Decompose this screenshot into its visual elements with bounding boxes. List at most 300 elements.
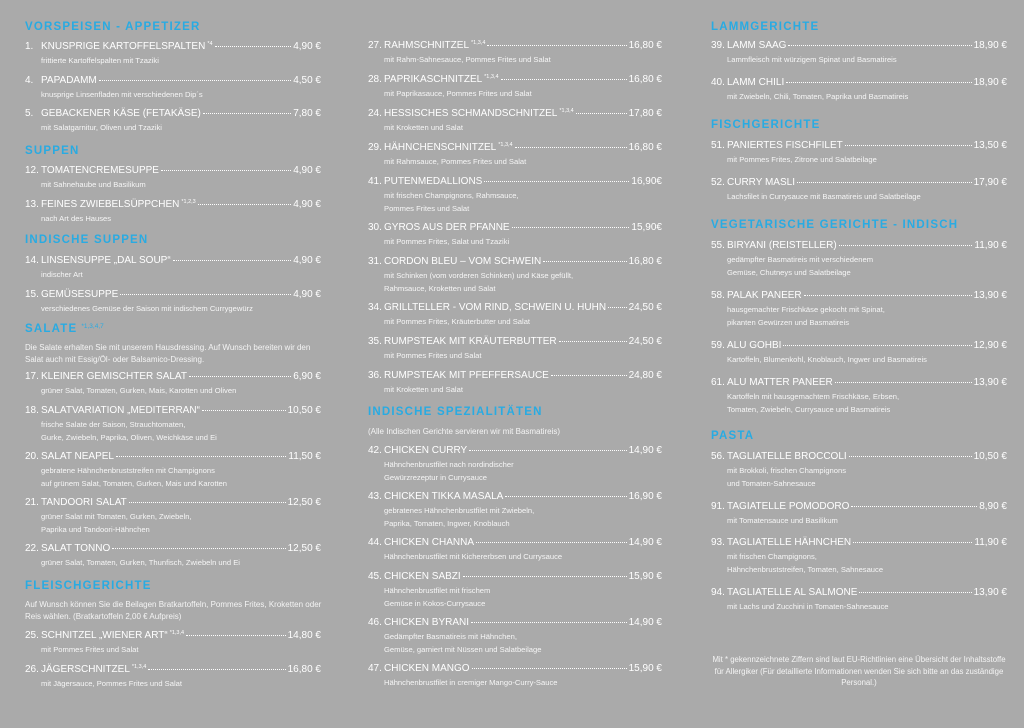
item-price: 14,80 € (287, 630, 321, 641)
dotted-leader (116, 456, 286, 457)
section-note-fleisch: Auf Wunsch können Sie die Beilagen Bratkartoffeln, Pommes Frites, Kroketten oder Reis wählen. (Bratkartoffeln 2,00 € Aufpreis) (25, 600, 322, 621)
item-price: 14,90 € (628, 617, 662, 628)
item-price: 12,50 € (287, 497, 321, 508)
dotted-leader (608, 307, 627, 308)
item-price: 10,50 € (287, 405, 321, 416)
item-price: 4,90 € (293, 289, 321, 300)
section-title-vegetarisch (711, 219, 958, 231)
menu-item (368, 617, 662, 655)
section-title-pasta (711, 430, 754, 442)
item-number: 94. (711, 587, 725, 598)
item-name (384, 142, 513, 153)
menu-item-line (711, 377, 1007, 390)
menu-item (368, 256, 662, 294)
item-name-text: CHICKEN BYRANI (384, 617, 470, 628)
menu-item-line (25, 255, 321, 268)
menu-item-line (368, 491, 662, 504)
dotted-leader (173, 260, 292, 261)
item-name (41, 199, 196, 210)
item-name-text: LAMM CHILI (727, 77, 785, 88)
item-number: 12. (25, 165, 39, 176)
item-name (384, 491, 503, 502)
item-number: 13. (25, 199, 39, 210)
item-price: 13,50 € (973, 140, 1007, 151)
item-description: gebratenes Hähnchenbrustfilet mit Zwiebeln, (384, 506, 535, 515)
item-name-text: ALU MATTER PANEER (727, 377, 833, 388)
dotted-leader (476, 542, 627, 543)
item-description: mit Paprikasauce, Pommes Frites und Salat (384, 89, 532, 98)
item-number: 28. (368, 74, 382, 85)
section-title-indische_spezialitaeten (368, 406, 543, 418)
menu-item-line (368, 617, 662, 630)
menu-item-line (711, 340, 1007, 353)
dotted-leader (472, 668, 627, 669)
dotted-leader (202, 410, 286, 411)
item-name (727, 587, 857, 598)
item-number: 36. (368, 370, 382, 381)
item-price: 13,90 € (973, 377, 1007, 388)
item-name (384, 302, 606, 313)
dotted-leader (835, 382, 972, 383)
menu-item-line (368, 256, 662, 269)
item-name-text: SCHNITZEL „WIENER ART“ (41, 630, 168, 641)
item-name-text: PUTENMEDALLIONS (384, 176, 483, 187)
item-number: 91. (711, 501, 725, 512)
menu-item (711, 587, 1007, 613)
item-number: 55. (711, 240, 725, 251)
item-number: 21. (25, 497, 39, 508)
item-description: frittierte Kartoffelspalten mit Tzaziki (41, 56, 159, 65)
item-name-text: HESSISCHES SCHMANDSCHNITZEL (384, 108, 558, 119)
dotted-leader (463, 576, 627, 577)
item-description: mit Zwiebeln, Chili, Tomaten, Paprika und Basmatireis (727, 92, 909, 101)
item-description: mit Kroketten und Salat (384, 123, 463, 132)
item-description: Hähnchenbrustfilet nach nordindischer (384, 460, 514, 469)
menu-item-line (25, 165, 321, 178)
menu-item (368, 222, 662, 248)
item-name (727, 240, 837, 251)
item-name (727, 501, 849, 512)
item-price: 18,90 € (973, 77, 1007, 88)
item-allergen-codes: *1,3,4 (559, 108, 574, 114)
item-description: mit frischen Champignons, (727, 552, 817, 561)
dotted-leader (487, 45, 626, 46)
item-description: indischer Art (41, 270, 83, 279)
item-description: Gewürzrezeptur in Currysauce (384, 472, 487, 482)
item-number: 41. (368, 176, 382, 187)
menu-item (368, 663, 662, 689)
item-name (384, 663, 470, 674)
item-name-text: FEINES ZWIEBELSÜPPCHEN (41, 199, 180, 210)
item-number: 46. (368, 617, 382, 628)
dotted-leader (551, 375, 627, 376)
menu-item-line (25, 371, 321, 384)
dotted-leader (189, 376, 291, 377)
item-name-text: PAPADAMM (41, 75, 97, 86)
item-price: 4,50 € (293, 75, 321, 86)
menu-item (25, 405, 321, 443)
item-name-text: TAGLIATELLE AL SALMONE (727, 587, 858, 598)
item-number: 26. (25, 664, 39, 675)
item-description: Hähnchenbrustfilet mit Kichererbsen und Currysauce (384, 552, 563, 561)
dotted-leader (853, 542, 972, 543)
item-name-text: GYROS AUS DER PFANNE (384, 222, 510, 233)
item-name-text: PANIERTES FISCHFILET (727, 140, 843, 151)
item-number: 39. (711, 40, 725, 51)
menu-item (368, 176, 662, 214)
item-allergen-codes: *4 (207, 41, 213, 47)
item-description: mit Rahmsauce, Pommes Frites und Salat (384, 157, 527, 166)
item-description: nach Art des Hauses (41, 214, 112, 223)
item-price: 17,90 € (973, 177, 1007, 188)
item-name-text: CURRY MASLI (727, 177, 795, 188)
item-price: 24,50 € (628, 302, 662, 313)
item-name-text: CHICKEN CURRY (384, 445, 468, 456)
item-price: 16,80 € (628, 74, 662, 85)
item-description: mit Salatgarnitur, Oliven und Tzaziki (41, 123, 162, 132)
menu-item (368, 537, 662, 563)
section-note-indische_spezialitaeten: (Alle Indischen Gerichte servieren wir mit Basmatireis) (368, 427, 561, 436)
item-number: 45. (368, 571, 382, 582)
item-name (41, 630, 184, 641)
item-description: Kartoffeln, Blumenkohl, Knoblauch, Ingwer und Basmatireis (727, 355, 927, 364)
item-number: 31. (368, 256, 382, 267)
menu-item (25, 630, 321, 656)
menu-item-line (368, 302, 662, 315)
menu-item-line (711, 587, 1007, 600)
item-name-text: LAMM SAAG (727, 40, 787, 51)
dotted-leader (471, 622, 627, 623)
item-name (727, 77, 784, 88)
item-price: 18,90 € (973, 40, 1007, 51)
item-number: 43. (368, 491, 382, 502)
item-name-text: GEBACKENER KÄSE (FETAKÄSE) (41, 108, 201, 119)
item-description: mit Kroketten und Salat (384, 385, 463, 394)
item-name (384, 40, 485, 51)
menu-item (711, 537, 1007, 575)
item-description: Hähnchenbrustfilet mit frischem (384, 586, 491, 595)
menu-item (25, 543, 321, 569)
section-note-salate: Die Salate erhalten Sie mit unserem Hausdressing. Auf Wunsch bereiten wir den Salat auch mit Essig/Öl- oder Balsamico-Dressing. (25, 343, 311, 364)
dotted-leader (484, 181, 629, 182)
menu-item-line (368, 222, 662, 235)
item-allergen-codes: *1,3,4 (484, 74, 499, 80)
item-price: 16,80 € (628, 142, 662, 153)
item-description: mit frischen Champignons, Rahmsauce, (384, 191, 519, 200)
menu-item-line (368, 370, 662, 383)
item-description: mit Tomatensauce und Basilikum (727, 516, 838, 525)
item-number: 40. (711, 77, 725, 88)
menu-item-line (25, 108, 321, 121)
item-price: 11,90 € (974, 240, 1007, 251)
menu-item-line (25, 497, 321, 510)
menu-item-line (25, 405, 321, 418)
item-name (727, 451, 847, 462)
menu-item (368, 370, 662, 396)
section-title-vorspeisen (25, 21, 201, 33)
dotted-leader (851, 506, 977, 507)
dotted-leader (543, 261, 626, 262)
menu-item-line (25, 451, 321, 464)
item-description: Pommes Frites und Salat (384, 203, 470, 213)
item-description: Gemüse in Kokos-Currysauce (384, 598, 486, 608)
item-name-text: SALAT NEAPEL (41, 451, 114, 462)
item-number: 93. (711, 537, 725, 548)
item-name (727, 177, 795, 188)
item-description: Lammfleisch mit würzigem Spinat und Basmatireis (727, 55, 897, 64)
item-name-text: TAGLIATELLE HÄHNCHEN (727, 537, 852, 548)
menu-item-line (711, 501, 1007, 514)
menu-item-line (368, 176, 662, 189)
section-title-text: PASTA (711, 430, 755, 442)
item-allergen-codes: *1,3,4 (471, 40, 486, 46)
section-title-suppen (25, 145, 80, 157)
dotted-leader (501, 79, 627, 80)
item-price: 12,50 € (287, 543, 321, 554)
item-price: 12,90 € (973, 340, 1007, 351)
menu-item (368, 445, 662, 483)
section-title-text: SALATE (25, 323, 78, 335)
item-number: 58. (711, 290, 725, 301)
item-name-text: CHICKEN SABZI (384, 571, 461, 582)
menu-item-line (711, 40, 1007, 53)
section-title-text: VEGETARISCHE GERICHTE - INDISCH (711, 219, 959, 231)
item-description: gedämpfter Basmatireis mit verschiedenem (727, 255, 874, 264)
menu-item (368, 40, 662, 66)
item-price: 4,90 € (293, 255, 321, 266)
item-name-text: PAPRIKASCHNITZEL (384, 74, 483, 85)
item-name-text: TAGLIATELLE BROCCOLI (727, 451, 847, 462)
menu-item (711, 140, 1007, 166)
item-name-text: RUMPSTEAK MIT KRÄUTERBUTTER (384, 336, 557, 347)
item-number: 22. (25, 543, 39, 554)
menu-item-line (711, 140, 1007, 153)
dotted-leader (788, 45, 971, 46)
menu-item-line (25, 41, 321, 54)
dotted-leader (112, 548, 285, 549)
item-price: 4,90 € (293, 41, 321, 52)
item-number: 15. (25, 289, 39, 300)
item-name-text: JÄGERSCHNITZEL (41, 664, 130, 675)
menu-item (368, 571, 662, 609)
menu-item (711, 40, 1007, 66)
item-number: 18. (25, 405, 39, 416)
item-name (384, 370, 549, 381)
menu-item-line (368, 40, 662, 53)
menu-item (25, 371, 321, 397)
item-name-text: GRILLTELLER - VOM RIND, SCHWEIN U. HUHN (384, 302, 607, 313)
item-price: 13,90 € (973, 587, 1007, 598)
item-price: 4,90 € (293, 165, 321, 176)
item-number: 34. (368, 302, 382, 313)
item-name (727, 377, 833, 388)
item-price: 15,90 € (628, 571, 662, 582)
section-title-lamm (711, 21, 819, 33)
item-description: pikanten Gewürzen und Basmatireis (727, 317, 849, 327)
item-name (41, 165, 159, 176)
item-description: mit Pommes Frites, Zitrone und Salatbeilage (727, 155, 877, 164)
dotted-leader (203, 113, 291, 114)
item-description: knusprige Linsenfladen mit verschiedenen Dip´s (41, 90, 203, 99)
item-number: 24. (368, 108, 382, 119)
item-number: 20. (25, 451, 39, 462)
item-description: frische Salate der Saison, Strauchtomaten, (41, 420, 186, 429)
item-number: 42. (368, 445, 382, 456)
item-name (41, 405, 200, 416)
item-name-text: KNUSPRIGE KARTOFFELSPALTEN (41, 41, 206, 52)
dotted-leader (804, 295, 972, 296)
menu-item (711, 290, 1007, 328)
item-description: Tomaten, Zwiebeln, Currysauce und Basmatireis (727, 404, 891, 414)
menu-item (25, 289, 321, 315)
item-allergen-codes: *1,3,4 (498, 142, 513, 148)
item-price: 11,50 € (288, 451, 321, 462)
item-name (41, 543, 110, 554)
menu-item (25, 108, 321, 134)
item-name (384, 571, 461, 582)
dotted-leader (559, 341, 627, 342)
item-price: 7,80 € (293, 108, 321, 119)
section-title-text: VORSPEISEN - APPETIZER (25, 21, 201, 33)
item-number: 30. (368, 222, 382, 233)
menu-item (368, 302, 662, 328)
menu-item (711, 501, 1007, 527)
section-title-salate (25, 323, 104, 335)
menu-item (711, 177, 1007, 203)
dotted-leader (859, 592, 971, 593)
section-title-fleisch (25, 580, 152, 592)
section-allergen-note: *1,3,4,7 (81, 323, 104, 330)
menu-item-line (368, 537, 662, 550)
item-description: mit Jägersauce, Pommes Frites und Salat (41, 679, 182, 688)
menu-item-line (368, 663, 662, 676)
item-description: grüner Salat mit Tomaten, Gurken, Zwiebeln, (41, 512, 192, 521)
item-number: 61. (711, 377, 725, 388)
menu-item (368, 336, 662, 362)
item-number: 29. (368, 142, 382, 153)
item-name-text: RUMPSTEAK MIT PFEFFERSAUCE (384, 370, 549, 381)
item-name (727, 40, 786, 51)
item-number: 14. (25, 255, 39, 266)
item-name (41, 451, 114, 462)
menu-item (368, 74, 662, 100)
item-description: mit Sahnehaube und Basilikum (41, 180, 146, 189)
item-description: verschiedenes Gemüse der Saison mit indischem Currygewürz (41, 304, 253, 313)
item-description: Kartoffeln mit hausgemachtem Frischkäse, Erbsen, (727, 392, 900, 401)
item-description: mit Brokkoli, frischen Champignons (727, 466, 847, 475)
item-price: 14,90 € (628, 537, 662, 548)
item-name (41, 41, 213, 52)
item-price: 6,90 € (293, 371, 321, 382)
item-description: mit Pommes Frites, Kräuterbutter und Salat (384, 317, 531, 326)
item-description: auf grünem Salat, Tomaten, Gurken, Mais und Karotten (41, 478, 228, 488)
item-description: Paprika, Tomaten, Ingwer, Knoblauch (384, 518, 510, 528)
item-number: 27. (368, 40, 382, 51)
item-name (727, 140, 843, 151)
item-description: Gedämpfter Basmatireis mit Hähnchen, (384, 632, 517, 641)
item-number: 1. (25, 41, 34, 52)
dotted-leader (839, 245, 973, 246)
item-number: 47. (368, 663, 382, 674)
section-title-fisch (711, 119, 821, 131)
dotted-leader (512, 227, 630, 228)
item-description: Rahmsauce, Kroketten und Salat (384, 283, 496, 293)
menu-item-line (368, 445, 662, 458)
item-name (384, 445, 467, 456)
item-name (727, 290, 802, 301)
item-number: 4. (25, 75, 34, 86)
item-name-text: CHICKEN CHANNA (384, 537, 475, 548)
dotted-leader (198, 204, 291, 205)
item-description: und Tomaten-Sahnesauce (727, 478, 816, 488)
item-name (41, 108, 201, 119)
item-price: 24,80 € (628, 370, 662, 381)
menu-item (25, 497, 321, 535)
item-price: 15,90 € (628, 663, 662, 674)
item-price: 8,90 € (979, 501, 1007, 512)
menu-item (368, 108, 662, 134)
menu-item-line (368, 108, 662, 121)
item-name (384, 256, 541, 267)
dotted-leader (469, 450, 626, 451)
menu-item (711, 451, 1007, 489)
item-name (384, 74, 499, 85)
item-name-text: TOMATENCREMESUPPE (41, 165, 159, 176)
menu-item-line (368, 571, 662, 584)
item-description: Gemüse, Chutneys und Salatbeilage (727, 267, 851, 277)
item-price: 4,90 € (293, 199, 321, 210)
item-number: 44. (368, 537, 382, 548)
item-name (41, 289, 118, 300)
dotted-leader (161, 170, 291, 171)
dotted-leader (215, 46, 292, 47)
item-number: 25. (25, 630, 39, 641)
item-description: Paprika und Tandoori-Hähnchen (41, 524, 150, 534)
item-name (41, 497, 127, 508)
item-price: 15,90€ (631, 222, 662, 233)
item-price: 24,50 € (628, 336, 662, 347)
menu-item (25, 41, 321, 67)
item-number: 35. (368, 336, 382, 347)
item-price: 16,80 € (628, 256, 662, 267)
dotted-leader (186, 635, 286, 636)
item-name-text: PALAK PANEER (727, 290, 802, 301)
menu-item-line (25, 543, 321, 556)
item-description: gebratene Hähnchenbruststreifen mit Champignons (41, 466, 215, 475)
menu-item (25, 664, 321, 690)
dotted-leader (849, 456, 972, 457)
item-description: mit Pommes Frites und Salat (41, 645, 139, 654)
item-name-text: GEMÜSESUPPE (41, 289, 119, 300)
item-allergen-codes: *1,3,4 (131, 664, 147, 670)
item-number: 59. (711, 340, 725, 351)
item-allergen-codes: *1,3,4 (169, 630, 185, 636)
dotted-leader (576, 113, 627, 114)
menu-item-line (711, 451, 1007, 464)
item-name (384, 176, 482, 187)
item-price: 16,80 € (287, 664, 321, 675)
menu-item (25, 451, 321, 489)
menu-item (711, 240, 1007, 278)
menu-item (368, 491, 662, 529)
menu-item-line (711, 537, 1007, 550)
item-name (384, 537, 474, 548)
item-name-text: RAHMSCHNITZEL (384, 40, 470, 51)
item-description: mit Pommes Frites, Salat und Tzaziki (384, 237, 510, 246)
section-title-text: FISCHGERICHTE (711, 119, 821, 131)
item-price: 16,90 € (628, 491, 662, 502)
item-name-text: KLEINER GEMISCHTER SALAT (41, 371, 187, 382)
